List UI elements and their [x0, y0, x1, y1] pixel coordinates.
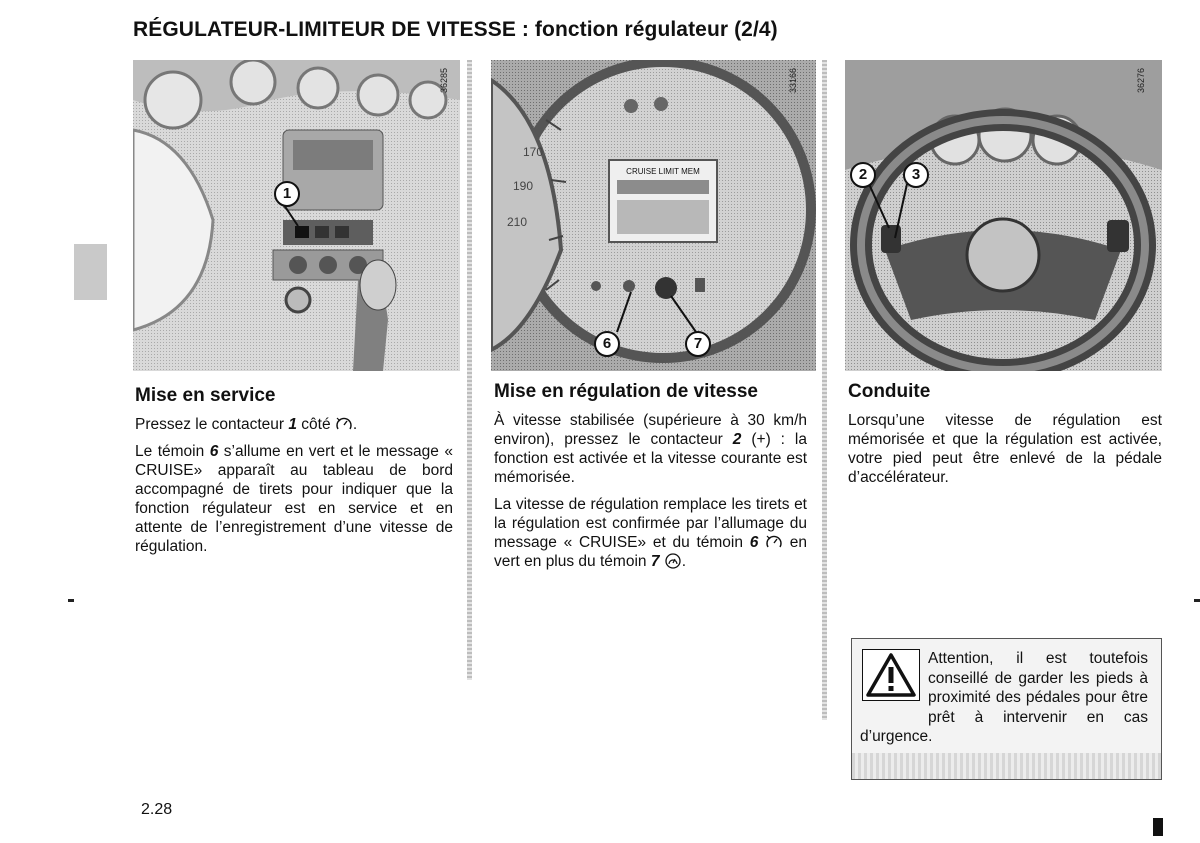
- image-code: 36276: [1136, 68, 1146, 94]
- column-separator-2: [822, 60, 827, 720]
- photo-dashboard-switch: [133, 60, 460, 371]
- margin-mark-left: [68, 599, 74, 602]
- callout-6: 6: [594, 331, 620, 357]
- svg-text:190: 190: [513, 179, 534, 193]
- cruise-control-icon: [335, 416, 353, 432]
- svg-text:210: 210: [507, 215, 528, 229]
- warning-box: [851, 638, 1162, 780]
- paragraph: À vitesse stabilisée (supérieure à 30 km/h environ), pressez le contacteur 2 (+) : la fonction est activée et la vitesse courante est mémorisée.: [494, 412, 807, 486]
- callout-2: 2: [850, 162, 876, 188]
- image-code: 36285: [439, 68, 449, 94]
- margin-mark-right: [1194, 599, 1200, 602]
- paragraph: Lorsqu’une vitesse de régulation est mémorisée et que la régulation est activée, votre pied peut être enlevé de la pédale d’accélérateur.: [848, 412, 1162, 486]
- paragraph: La vitesse de régulation remplace les tirets et la régulation est confirmée par l’allumage du message « CRUISE» et du témoin 6 en vert en plus du témoin 7 .: [494, 496, 807, 570]
- callout-1: 1: [274, 181, 300, 207]
- section-heading: Mise en service: [135, 385, 276, 406]
- section-tab: [74, 244, 107, 300]
- paragraph: Le témoin 6 s’allume en vert et le message « CRUISE» apparaît au tableau de bord accompagné de tirets pour indiquer que la fonction régulateur est en service et en attente de l’enregistrement d’une vitesse de régulation.: [135, 443, 453, 555]
- image-code: 33166: [788, 68, 798, 94]
- speedometer-icon: [664, 553, 682, 569]
- paragraph: Pressez le contacteur 1 côté .: [135, 416, 358, 433]
- end-of-section-mark: [1153, 818, 1163, 836]
- page-number: 2.28: [141, 801, 173, 818]
- callout-3: 3: [903, 162, 929, 188]
- svg-text:170: 170: [523, 145, 544, 159]
- photo-steering-wheel: [845, 60, 1162, 371]
- section-conduite: [848, 381, 1162, 495]
- page-title: RÉGULATEUR-LIMITEUR DE VITESSE : fonction régulateur (2/4): [133, 18, 778, 41]
- section-mise-en-service: [135, 385, 453, 564]
- section-heading: Mise en régulation de vitesse: [494, 381, 758, 402]
- section-heading: Conduite: [848, 381, 931, 402]
- callout-7: 7: [685, 331, 711, 357]
- cruise-control-icon: [765, 534, 783, 550]
- warning-box-shading: [852, 753, 1161, 779]
- section-mise-en-regulation: [494, 381, 807, 579]
- photo-instrument-cluster: [491, 60, 816, 371]
- cluster-display-label: CRUISE LIMIT MEM: [626, 167, 700, 176]
- warning-text: Attention, il est toutefois conseillé de garder les pieds à proximité des pédales pour être prêt à intervenir en cas d’urgence.: [860, 650, 1148, 745]
- column-separator-1: [467, 60, 472, 680]
